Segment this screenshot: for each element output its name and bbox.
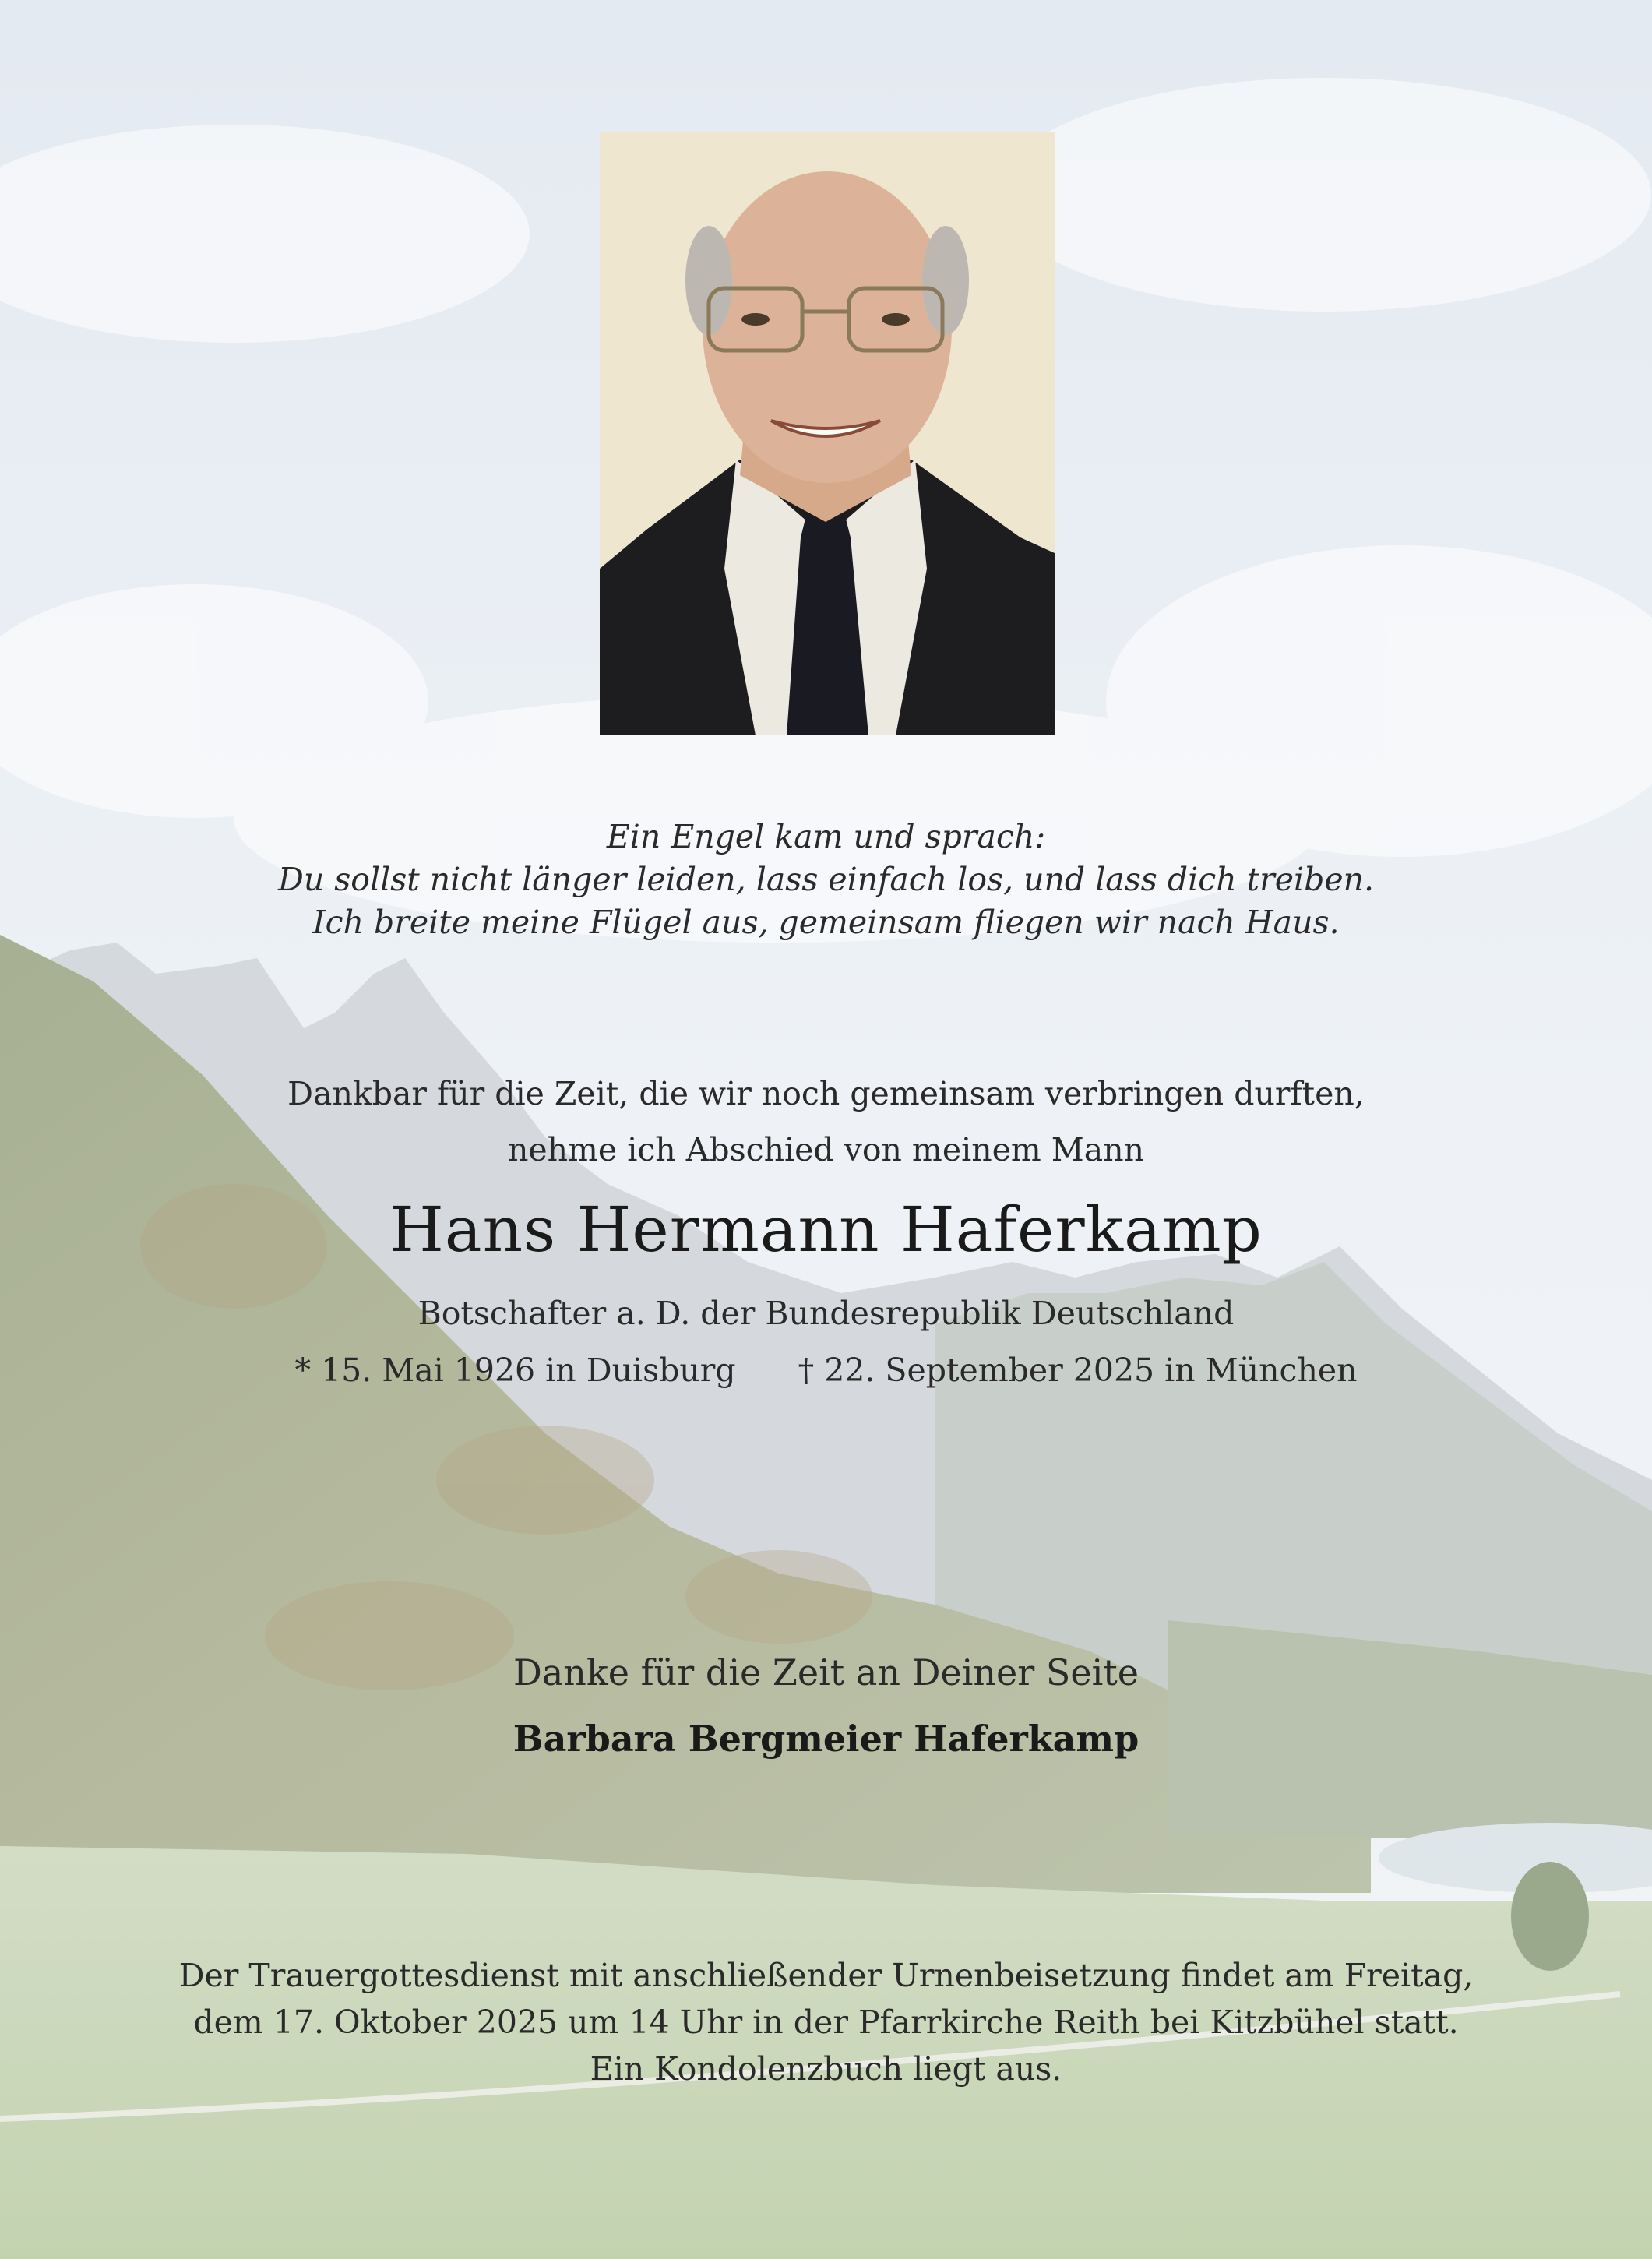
deceased-title: Botschafter a. D. der Bundesrepublik Deutschland [417, 1295, 1235, 1332]
death-date: † 22. September 2025 in München [798, 1352, 1358, 1389]
thanks-line: Danke für die Zeit an Deiner Seite [513, 1651, 1139, 1693]
portrait-photo-icon [600, 132, 1055, 735]
service-line-3: Ein Kondolenzbuch liegt aus. [590, 2050, 1062, 2088]
poem-line-2: Du sollst nicht länger leiden, lass einfach los, und lass dich treiben. [277, 861, 1375, 898]
service-line-2: dem 17. Oktober 2025 um 14 Uhr in der Pfarrkirche Reith bei Kitzbühel statt. [193, 2003, 1459, 2041]
service-line-1: Der Trauergottesdienst mit anschließender Urnenbeisetzung findet am Freitag, [178, 1957, 1474, 1994]
portrait-photo [600, 132, 1055, 735]
signer-name: Barbara Bergmeier Haferkamp [513, 1718, 1139, 1760]
poem-line-3: Ich breite meine Flügel aus, gemeinsam fliegen wir nach Haus. [312, 904, 1340, 941]
life-dates [0, 1352, 1652, 1389]
poem-line-1: Ein Engel kam und sprach: [606, 818, 1046, 855]
intro-line-1: Dankbar für die Zeit, die wir noch gemeinsam verbringen durften, [287, 1075, 1365, 1112]
deceased-name: Hans Hermann Haferkamp [389, 1193, 1263, 1266]
birth-date: * 15. Mai 1926 in Duisburg [294, 1352, 736, 1389]
intro-line-2: nehme ich Abschied von meinem Mann [507, 1131, 1145, 1168]
